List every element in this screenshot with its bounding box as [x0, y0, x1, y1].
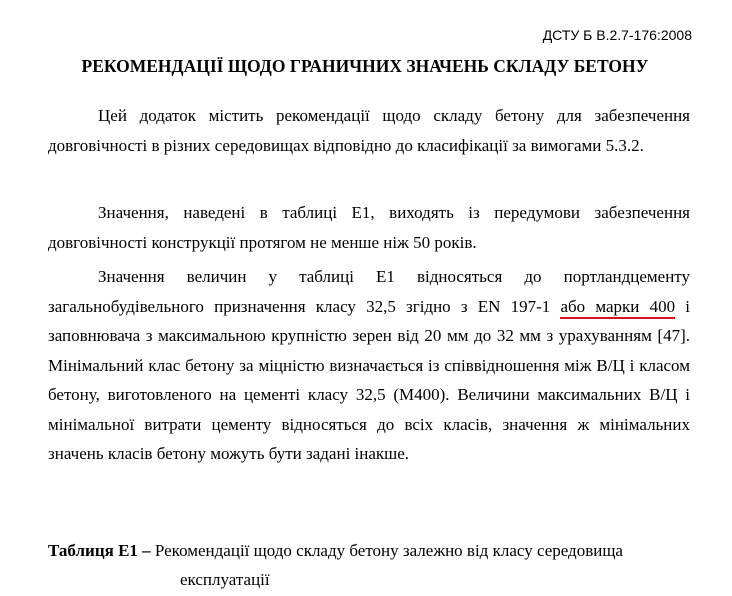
- paragraph-cement-values: [48, 262, 690, 469]
- paragraph-cement-text-after: і заповнювача з максимальною крупністю зерен від 20 мм до 32 мм з урахуванням [47]. Мінімальний клас бетону за міцністю визначається із співвідношення між В/Ц і класом бетону, виготовленого на цементі класу 32,5 (М400). Величини максимальних В/Ц і мінімальної витрати цементу відносяться до всіх класів, значення ж мінімальних значень класів бетону можуть бути задані інакше.: [48, 296, 690, 463]
- standard-code: ДСТУ Б В.2.7-176:2008: [542, 27, 692, 43]
- table-caption: [48, 536, 708, 565]
- page-title: РЕКОМЕНДАЦІЇ ЩОДО ГРАНИЧНИХ ЗНАЧЕНЬ СКЛАДУ БЕТОНУ: [81, 56, 649, 76]
- table-caption-text: Рекомендації щодо складу бетону залежно від класу середовища: [150, 541, 623, 560]
- paragraph-durability: Значення, наведені в таблиці Е1, виходять із передумови забезпечення довговічності конструкції протягом не менше ніж 50 років.: [48, 203, 690, 252]
- table-caption-label: Таблиця Е1 –: [48, 541, 151, 560]
- paragraph-cement-text-before: Значення величин у таблиці Е1 відносяться до портландцементу загальнобудівельного призначення класу 32,5 згідно з EN 197-1: [48, 267, 690, 316]
- paragraph-intro: Цей додаток містить рекомендації щодо складу бетону для забезпечення довговічності в різних середовищах відповідно до класифікації за вимогами 5.3.2.: [48, 106, 690, 155]
- table-caption-continuation: експлуатації: [180, 570, 270, 589]
- highlighted-cement-grade: або марки 400: [560, 297, 675, 319]
